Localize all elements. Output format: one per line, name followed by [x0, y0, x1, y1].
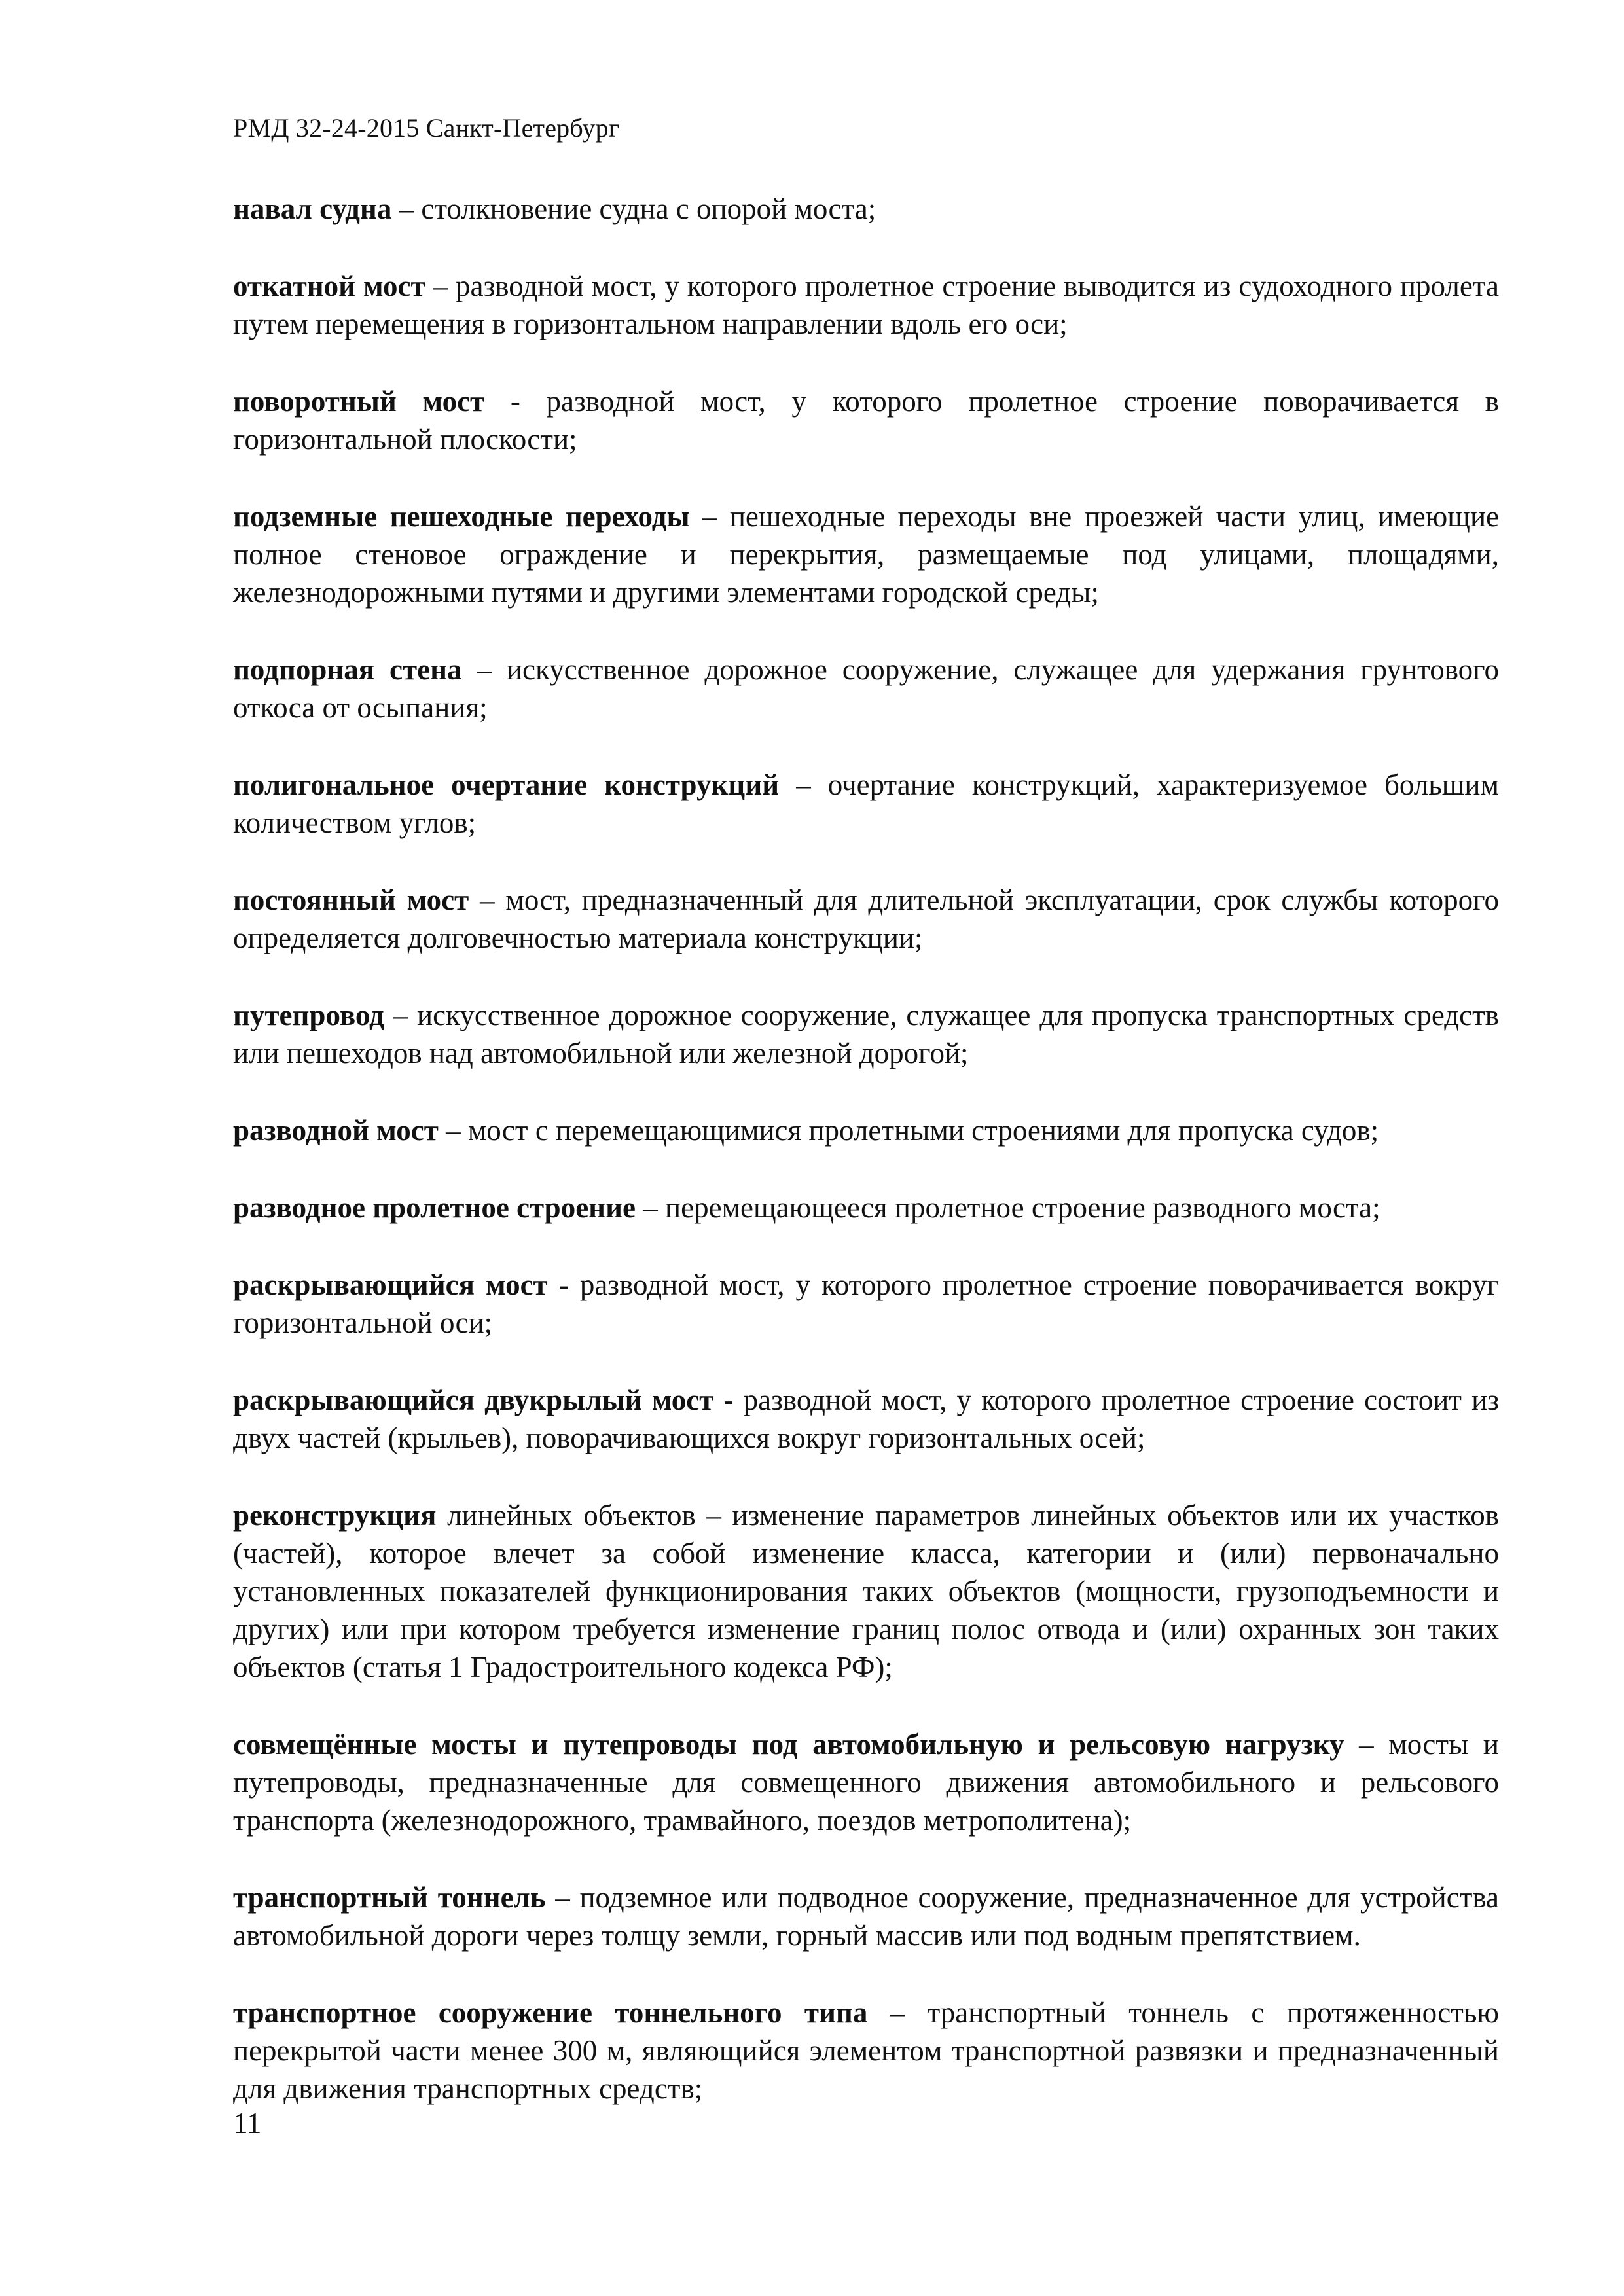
entry-definition: разводной мост, у которого пролетное строение состоит из двух частей (крыльев), поворачивающихся вокруг горизонтальных осей; [233, 1384, 1499, 1454]
entry-definition: – столкновение судна с опорой моста; [391, 192, 876, 225]
glossary-entry [233, 1266, 1499, 1342]
glossary-entry [233, 497, 1499, 611]
entry-definition: – разводной мост, у которого пролетное строение выводится из судоходного пролета путем перемещения в горизонтальном направлении вдоль его оси; [233, 270, 1499, 340]
glossary-list [233, 190, 1499, 2147]
entry-term: путепровод [233, 999, 384, 1031]
entry-term: подземные пешеходные переходы [233, 500, 690, 533]
document-header: РМД 32-24-2015 Санкт-Петербург [233, 113, 620, 143]
entry-term: транспортный тоннель [233, 1881, 546, 1914]
glossary-entry [233, 1111, 1499, 1149]
glossary-entry [233, 1725, 1499, 1839]
entry-definition: - разводной мост, у которого пролетное строение поворачивается в горизонтальной плоскости; [233, 385, 1499, 456]
entry-definition: – очертание конструкций, характеризуемое большим количеством углов; [233, 768, 1499, 839]
entry-definition: – перемещающееся пролетное строение разводного моста; [636, 1191, 1380, 1224]
entry-term: полигональное очертание конструкций [233, 768, 780, 801]
entry-term: поворотный мост [233, 385, 485, 418]
entry-definition: линейных объектов – изменение параметров линейных объектов или их участков (частей), которое влечет за собой изменение класса, категории и (или) первоначально установленных показателей функционирования таких объектов (мощности, грузоподъемности и других) или при котором требуется изменение границ полос отвода и (или) охранных зон таких объектов (статья 1 Градостроительного кодекса РФ); [233, 1499, 1499, 1683]
entry-term: реконструкция [233, 1499, 437, 1532]
entry-term: постоянный мост [233, 884, 469, 916]
entry-definition: – подземное или подводное сооружение, предназначенное для устройства автомобильной дороги через толщу земли, горный массив или под водным препятствием. [233, 1881, 1499, 1952]
entry-definition: – искусственное дорожное сооружение, служащее для удержания грунтового откоса от осыпания; [233, 653, 1499, 724]
entry-term: раскрывающийся мост [233, 1268, 548, 1301]
glossary-entry [233, 267, 1499, 343]
glossary-entry [233, 1496, 1499, 1686]
entry-term: навал судна [233, 192, 392, 225]
entry-definition: - разводной мост, у которого пролетное строение поворачивается вокруг горизонтальной оси; [233, 1268, 1499, 1339]
glossary-entry [233, 881, 1499, 957]
glossary-entry [233, 996, 1499, 1072]
entry-term: подпорная стена [233, 653, 462, 686]
entry-definition: – мост с перемещающимися пролетными строениями для пропуска судов; [438, 1114, 1379, 1147]
entry-definition: – мосты и путепроводы, предназначенные для совмещенного движения автомобильного и рельсового транспорта (железнодорожного, трамвайного, поездов метрополитена); [233, 1728, 1499, 1837]
page-number: 11 [233, 2107, 262, 2140]
glossary-entry [233, 1189, 1499, 1227]
glossary-entry [233, 382, 1499, 458]
entry-term: разводной мост [233, 1114, 439, 1147]
entry-definition: – транспортный тоннель с протяженностью перекрытой части менее 300 м, являющийся элементом транспортной развязки и предназначенный для движения транспортных средств; [233, 1996, 1499, 2105]
glossary-entry [233, 766, 1499, 842]
entry-definition: – пешеходные переходы вне проезжей части улиц, имеющие полное стеновое ограждение и перекрытия, размещаемые под улицами, площадями, железнодорожными путями и другими элементами городской среды; [233, 500, 1499, 609]
glossary-entry [233, 1878, 1499, 1954]
entry-term: разводное пролетное строение [233, 1191, 636, 1224]
glossary-entry [233, 190, 1499, 228]
entry-definition: – мост, предназначенный для длительной эксплуатации, срок службы которого определяется долговечностью материала конструкции; [233, 884, 1499, 954]
glossary-entry [233, 1994, 1499, 2108]
glossary-entry [233, 651, 1499, 726]
entry-term: транспортное сооружение тоннельного типа [233, 1996, 868, 2029]
entry-term: раскрывающийся двукрылый мост - [233, 1384, 734, 1416]
entry-term: откатной мост [233, 270, 425, 302]
entry-definition: – искусственное дорожное сооружение, служащее для пропуска транспортных средств или пешеходов над автомобильной или железной дорогой; [233, 999, 1499, 1069]
glossary-entry [233, 1381, 1499, 1457]
entry-term: совмещённые мосты и путепроводы под автомобильную и рельсовую нагрузку [233, 1728, 1344, 1761]
